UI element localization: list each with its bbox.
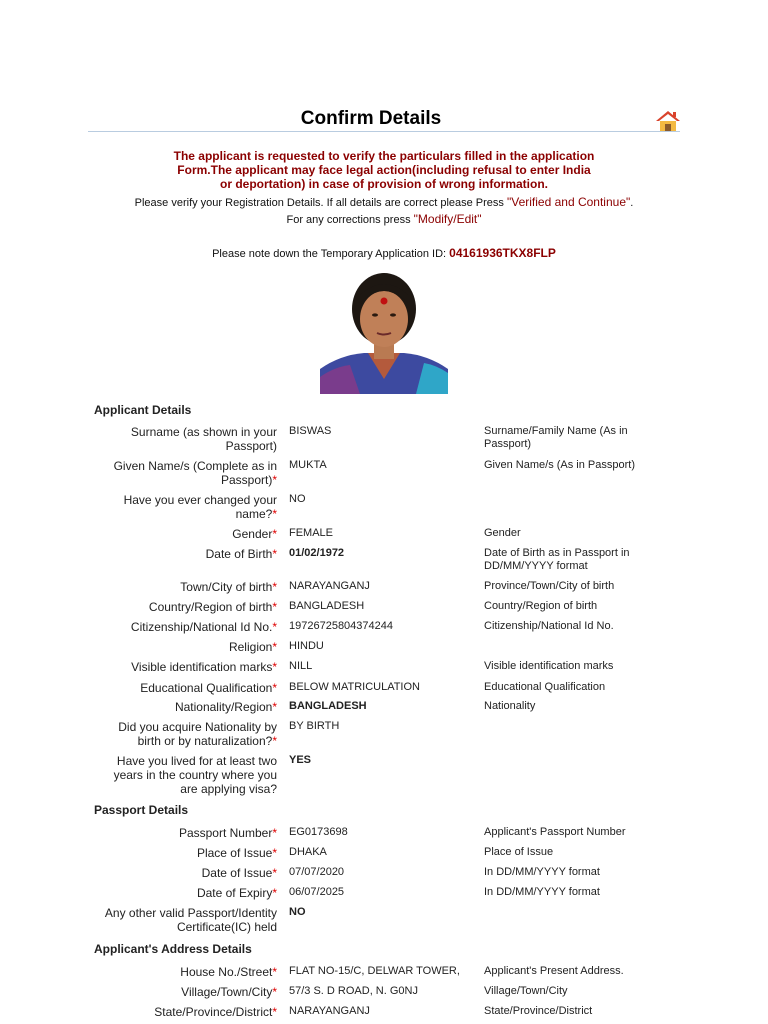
section-address-details: Applicant's Address Details (94, 942, 252, 956)
temp-id-note (0, 246, 768, 260)
field-value: YES (289, 754, 312, 766)
field-label: Date of Birth* (205, 547, 277, 561)
field-value: 06/07/2025 (289, 886, 345, 898)
verify-instruction (0, 195, 768, 209)
modify-action-text: "Modify/Edit" (413, 212, 482, 226)
field-value: FEMALE (289, 527, 334, 539)
field-value: NO (289, 906, 306, 918)
field-label: Citizenship/National Id No.* (130, 620, 277, 634)
field-value: 07/07/2020 (289, 866, 345, 878)
field-value: 57/3 S. D ROAD, N. G0NJ (289, 985, 418, 997)
verify-text: Please verify your Registration Details. If all details are correct please Press (134, 197, 507, 209)
warning-line: Form.The applicant may face legal action(including refusal to enter India (177, 163, 591, 177)
applicant-photo (320, 269, 448, 394)
field-label: Surname (as shown in your Passport) (130, 425, 277, 453)
field-label: Visible identification marks* (131, 660, 277, 674)
field-value: NARAYANGANJ (289, 580, 370, 592)
field-value: 01/02/1972 (289, 547, 345, 559)
field-label: Have you lived for at least two years in the country where you are applying visa? (113, 754, 277, 796)
verify-suffix: . (630, 197, 634, 209)
field-value: NO (289, 493, 306, 505)
correction-text: For any corrections press (286, 214, 414, 226)
home-icon[interactable] (655, 109, 681, 133)
field-value: DHAKA (289, 846, 327, 858)
field-hint: Gender (484, 527, 521, 539)
field-label: Date of Issue* (201, 866, 277, 880)
field-label: Given Name/s (Complete as in Passport)* (113, 459, 277, 487)
field-value: BELOW MATRICULATION (289, 681, 420, 693)
warning-line: The applicant is requested to verify the particulars filled in the application (173, 149, 595, 163)
warning-line: or deportation) in case of provision of wrong information. (219, 177, 548, 191)
field-value: EG0173698 (289, 826, 348, 838)
field-label: Gender* (232, 527, 277, 541)
field-hint: In DD/MM/YYYY format (484, 866, 600, 878)
field-value: MUKTA (289, 459, 327, 471)
field-hint: Educational Qualification (484, 681, 606, 693)
field-hint: State/Province/District (484, 1005, 593, 1017)
field-hint: Place of Issue (484, 846, 554, 858)
field-hint: Given Name/s (As in Passport) (484, 459, 635, 471)
field-label: Date of Expiry* (196, 886, 277, 900)
field-hint: Date of Birth as in Passport in DD/MM/YYYY format (484, 547, 630, 572)
field-hint: Visible identification marks (484, 660, 614, 672)
field-label: Place of Issue* (196, 846, 277, 860)
field-label: Any other valid Passport/Identity Certificate(IC) held (104, 906, 277, 934)
field-value: NILL (289, 660, 313, 672)
temp-application-id: 04161936TKX8FLP (449, 246, 556, 260)
title-divider (88, 131, 680, 132)
field-hint: Citizenship/National Id No. (484, 620, 614, 632)
field-hint: Applicant's Present Address. (484, 965, 624, 977)
field-hint: Village/Town/City (484, 985, 568, 997)
field-value: BANGLADESH (289, 600, 365, 612)
field-label: Village/Town/City* (181, 985, 277, 999)
field-hint: Nationality (484, 700, 536, 712)
field-hint: Province/Town/City of birth (484, 580, 615, 592)
field-label: Town/City of birth* (180, 580, 277, 594)
field-label: Educational Qualification* (140, 681, 277, 695)
legal-warning (0, 149, 768, 191)
field-value: FLAT NO-15/C, DELWAR TOWER, (289, 965, 460, 977)
page-title: Confirm Details (300, 108, 442, 129)
field-label: Have you ever changed your name?* (123, 493, 277, 521)
field-label: House No./Street* (180, 965, 277, 979)
section-applicant-details: Applicant Details (94, 403, 192, 417)
field-label: Nationality/Region* (174, 700, 277, 714)
temp-id-label: Please note down the Temporary Application ID: (212, 248, 450, 260)
field-value: BANGLADESH (289, 700, 367, 712)
field-label: Did you acquire Nationality by birth or by naturalization?* (118, 720, 277, 748)
field-hint: Country/Region of birth (484, 600, 598, 612)
field-value: NARAYANGANJ (289, 1005, 370, 1017)
field-label: Religion* (228, 640, 277, 654)
field-value: BY BIRTH (289, 720, 340, 732)
field-label: Passport Number* (178, 826, 277, 840)
verify-action-text: "Verified and Continue" (506, 195, 631, 209)
field-label: State/Province/District* (154, 1005, 277, 1019)
field-value: HINDU (289, 640, 324, 652)
field-hint: In DD/MM/YYYY format (484, 886, 600, 898)
field-hint: Surname/Family Name (As in Passport) (484, 425, 628, 450)
field-value: BISWAS (289, 425, 332, 437)
field-value: 19726725804374244 (289, 620, 394, 632)
section-passport-details: Passport Details (94, 803, 189, 817)
correction-instruction (0, 212, 768, 226)
field-label: Country/Region of birth* (148, 600, 277, 614)
field-hint: Applicant's Passport Number (484, 826, 626, 838)
